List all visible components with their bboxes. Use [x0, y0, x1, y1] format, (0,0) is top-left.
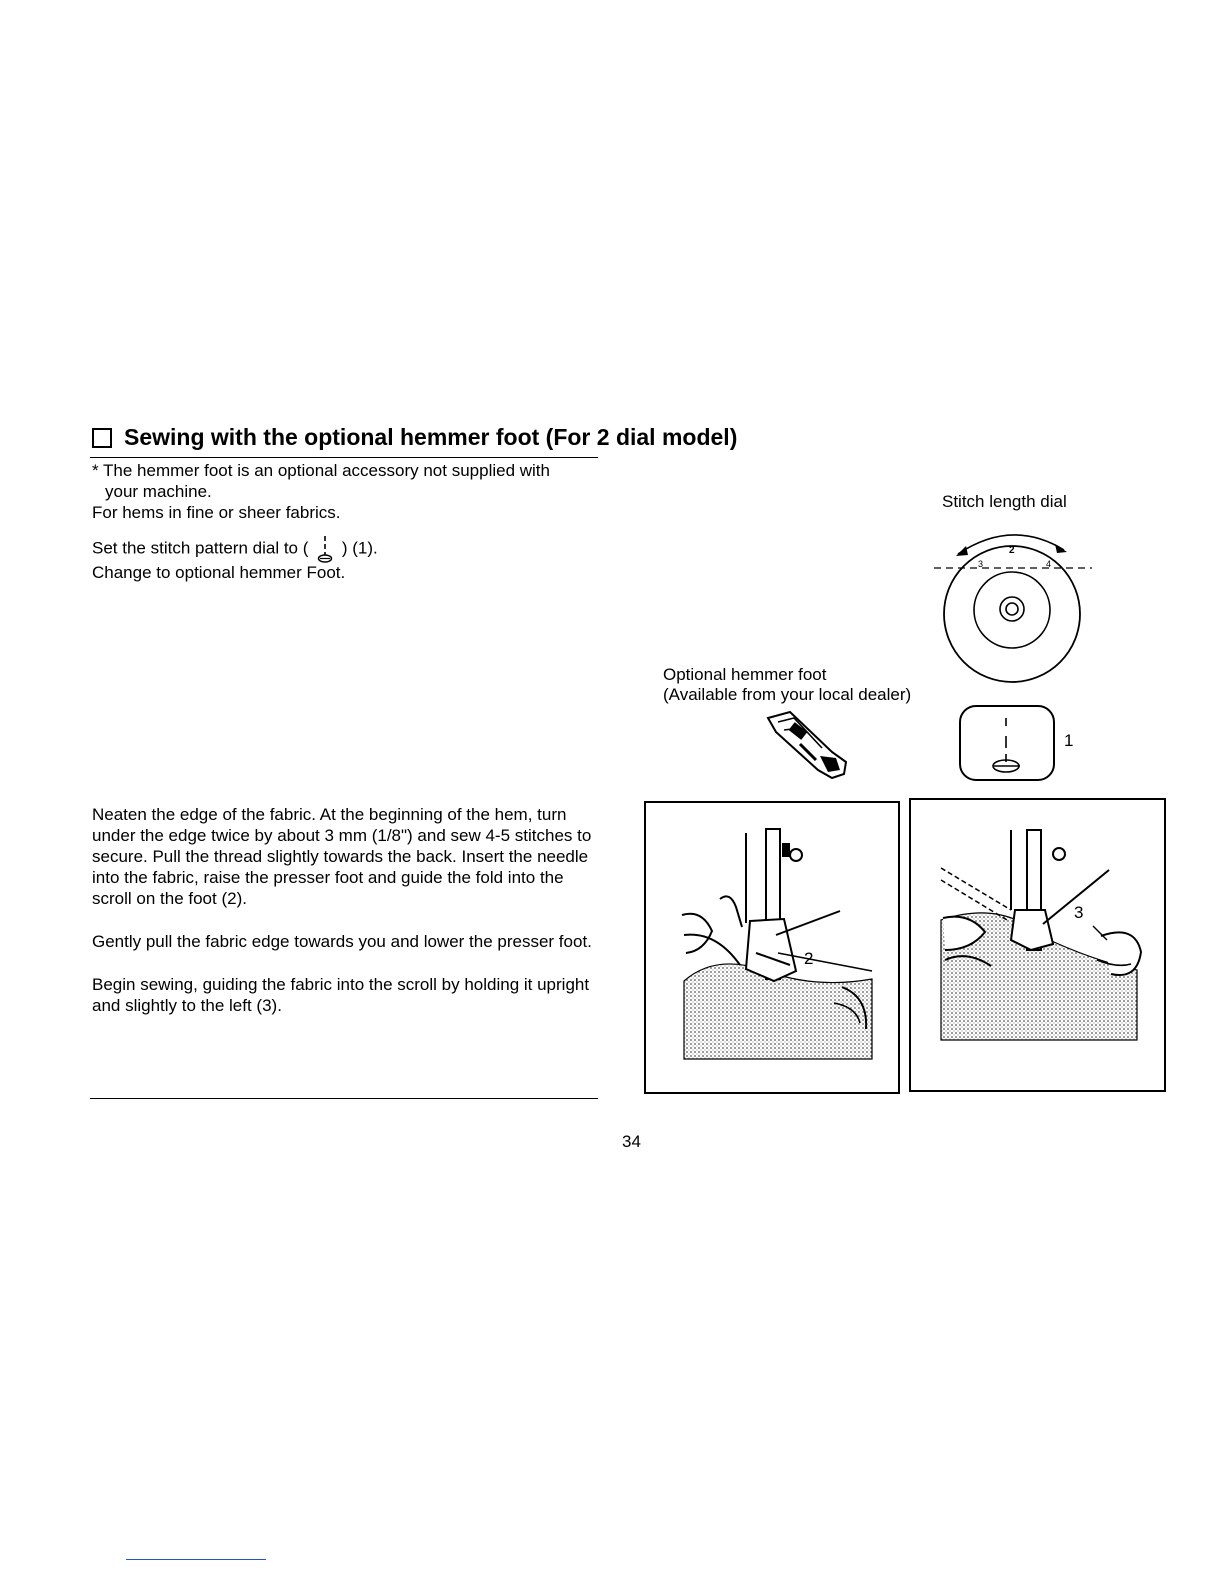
instruction-paragraph-3: Begin sewing, guiding the fabric into the scroll by holding it upright and slightly to the left (3). — [92, 975, 590, 1015]
page-number: 34 — [622, 1132, 641, 1151]
hemmer-foot-illustration — [760, 708, 860, 784]
guiding-fold-illustration — [646, 803, 898, 1092]
dial-tick-mark-right: 4 — [1046, 559, 1052, 569]
dial-mark-2: 2 — [1009, 545, 1015, 556]
straight-stitch-pattern-icon — [317, 535, 333, 563]
footer-underline — [126, 1559, 266, 1560]
change-foot-instruction: Change to optional hemmer Foot. — [92, 563, 346, 582]
sewing-illustration-frame-3 — [909, 798, 1166, 1092]
instruction-paragraph-1: Neaten the edge of the fabric. At the beginning of the hem, turn under the edge twice by about 3 mm (1/8") and sew 4-5 stitches to secure. Pull the thread slightly towards the back. Insert the needle into the fabric, raise the presser foot and guide the fold into the scroll on the foot (2). — [92, 805, 592, 908]
sewing-illustration-frame-2 — [644, 801, 900, 1094]
page-title: Sewing with the optional hemmer foot (For 2 dial model) — [124, 424, 738, 450]
stitch-length-dial-illustration — [930, 522, 1100, 692]
hemmer-foot-availability: (Available from your local dealer) — [663, 685, 912, 704]
callout-1: 1 — [1064, 731, 1074, 750]
stitch-dial-instruction-prefix: Set the stitch pattern dial to ( — [92, 538, 309, 558]
heading-underline — [90, 457, 598, 458]
stitch-dial-instruction — [92, 535, 378, 563]
checkbox-icon — [92, 428, 112, 448]
stitch-dial-instruction-suffix: ) (1). — [341, 538, 378, 558]
instruction-paragraph-2: Gently pull the fabric edge towards you and lower the presser foot. — [92, 932, 592, 951]
callout-3: 3 — [1074, 903, 1084, 922]
section-heading — [92, 424, 737, 451]
stitch-pattern-selector-illustration — [958, 704, 1058, 782]
optional-accessory-note: * The hemmer foot is an optional accessory not supplied with — [92, 461, 550, 480]
callout-2: 2 — [804, 949, 814, 968]
dial-tick-mark-left: 3 — [978, 559, 984, 569]
sewing-hem-illustration — [911, 800, 1164, 1090]
section-bottom-rule — [90, 1098, 598, 1099]
optional-accessory-note-cont: your machine. — [105, 482, 212, 501]
hemmer-foot-label: Optional hemmer foot — [663, 665, 827, 684]
stitch-length-dial-label: Stitch length dial — [942, 492, 1067, 511]
fabric-use-note: For hems in fine or sheer fabrics. — [92, 503, 341, 522]
